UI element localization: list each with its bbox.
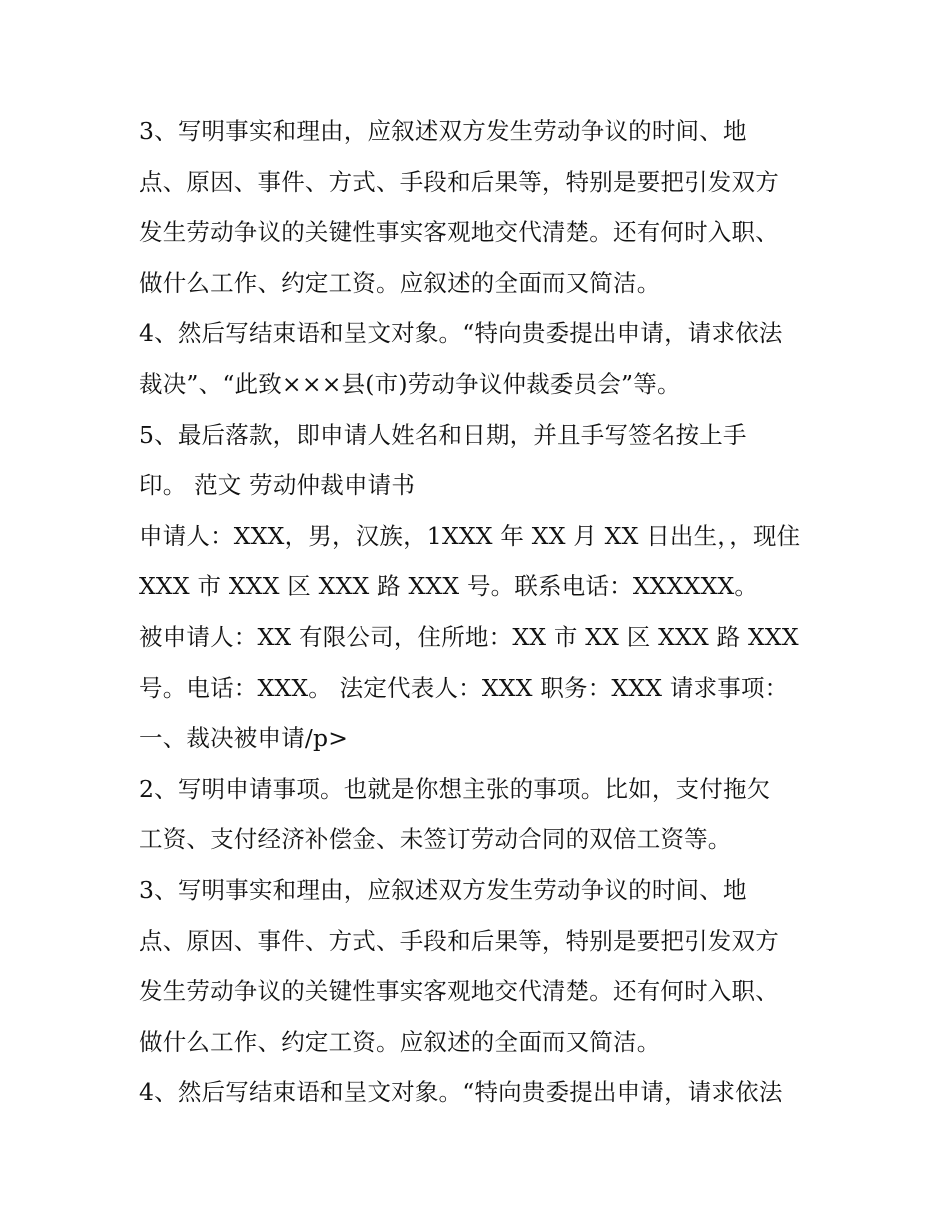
text-line: 4、然后写结束语和呈文对象。“特向贵委提出申请，请求依法: [139, 1078, 783, 1107]
text-line: 号。电话：XXX。 法定代表人：XXX 职务：XXX 请求事项：: [139, 673, 789, 702]
text-line: 5、最后落款，即申请人姓名和日期，并且手写签名按上手: [139, 420, 747, 449]
text-line: 2、写明申请事项。也就是你想主张的事项。比如，支付拖欠: [139, 774, 771, 803]
text-line: 3、写明事实和理由，应叙述双方发生劳动争议的时间、地: [139, 875, 747, 904]
text-line: 申请人：XXX，男，汉族，1XXX 年 XX 月 XX 日出生，，现住: [139, 521, 801, 550]
text-line: 做什么工作、约定工资。应叙述的全面而又简洁。: [139, 1027, 661, 1056]
text-line: 印。 范文 劳动仲裁申请书: [139, 471, 416, 500]
text-line: 发生劳动争议的关键性事实客观地交代清楚。还有何时入职、: [139, 977, 779, 1006]
text-line: 做什么工作、约定工资。应叙述的全面而又简洁。: [139, 268, 661, 297]
text-line: 被申请人：XX 有限公司，住所地：XX 市 XX 区 XXX 路 XXX: [139, 622, 799, 651]
text-line: 裁决”、“此致×××县(市)劳动争议仲裁委员会”等。: [139, 369, 681, 398]
text-line: 发生劳动争议的关键性事实客观地交代清楚。还有何时入职、: [139, 218, 779, 247]
document-body: [139, 106, 829, 1118]
text-line: 一、裁决被申请/p>: [139, 724, 349, 753]
text-line: 点、原因、事件、方式、手段和后果等，特别是要把引发双方: [139, 926, 779, 955]
text-line: 工资、支付经济补偿金、未签订劳动合同的双倍工资等。: [139, 825, 732, 854]
text-line: 点、原因、事件、方式、手段和后果等，特别是要把引发双方: [139, 167, 779, 196]
text-line: XXX 市 XXX 区 XXX 路 XXX 号。联系电话：XXXXXX。: [139, 572, 759, 601]
text-line: 3、写明事实和理由，应叙述双方发生劳动争议的时间、地: [139, 117, 747, 145]
text-line: 4、然后写结束语和呈文对象。“特向贵委提出申请，请求依法: [139, 319, 783, 348]
